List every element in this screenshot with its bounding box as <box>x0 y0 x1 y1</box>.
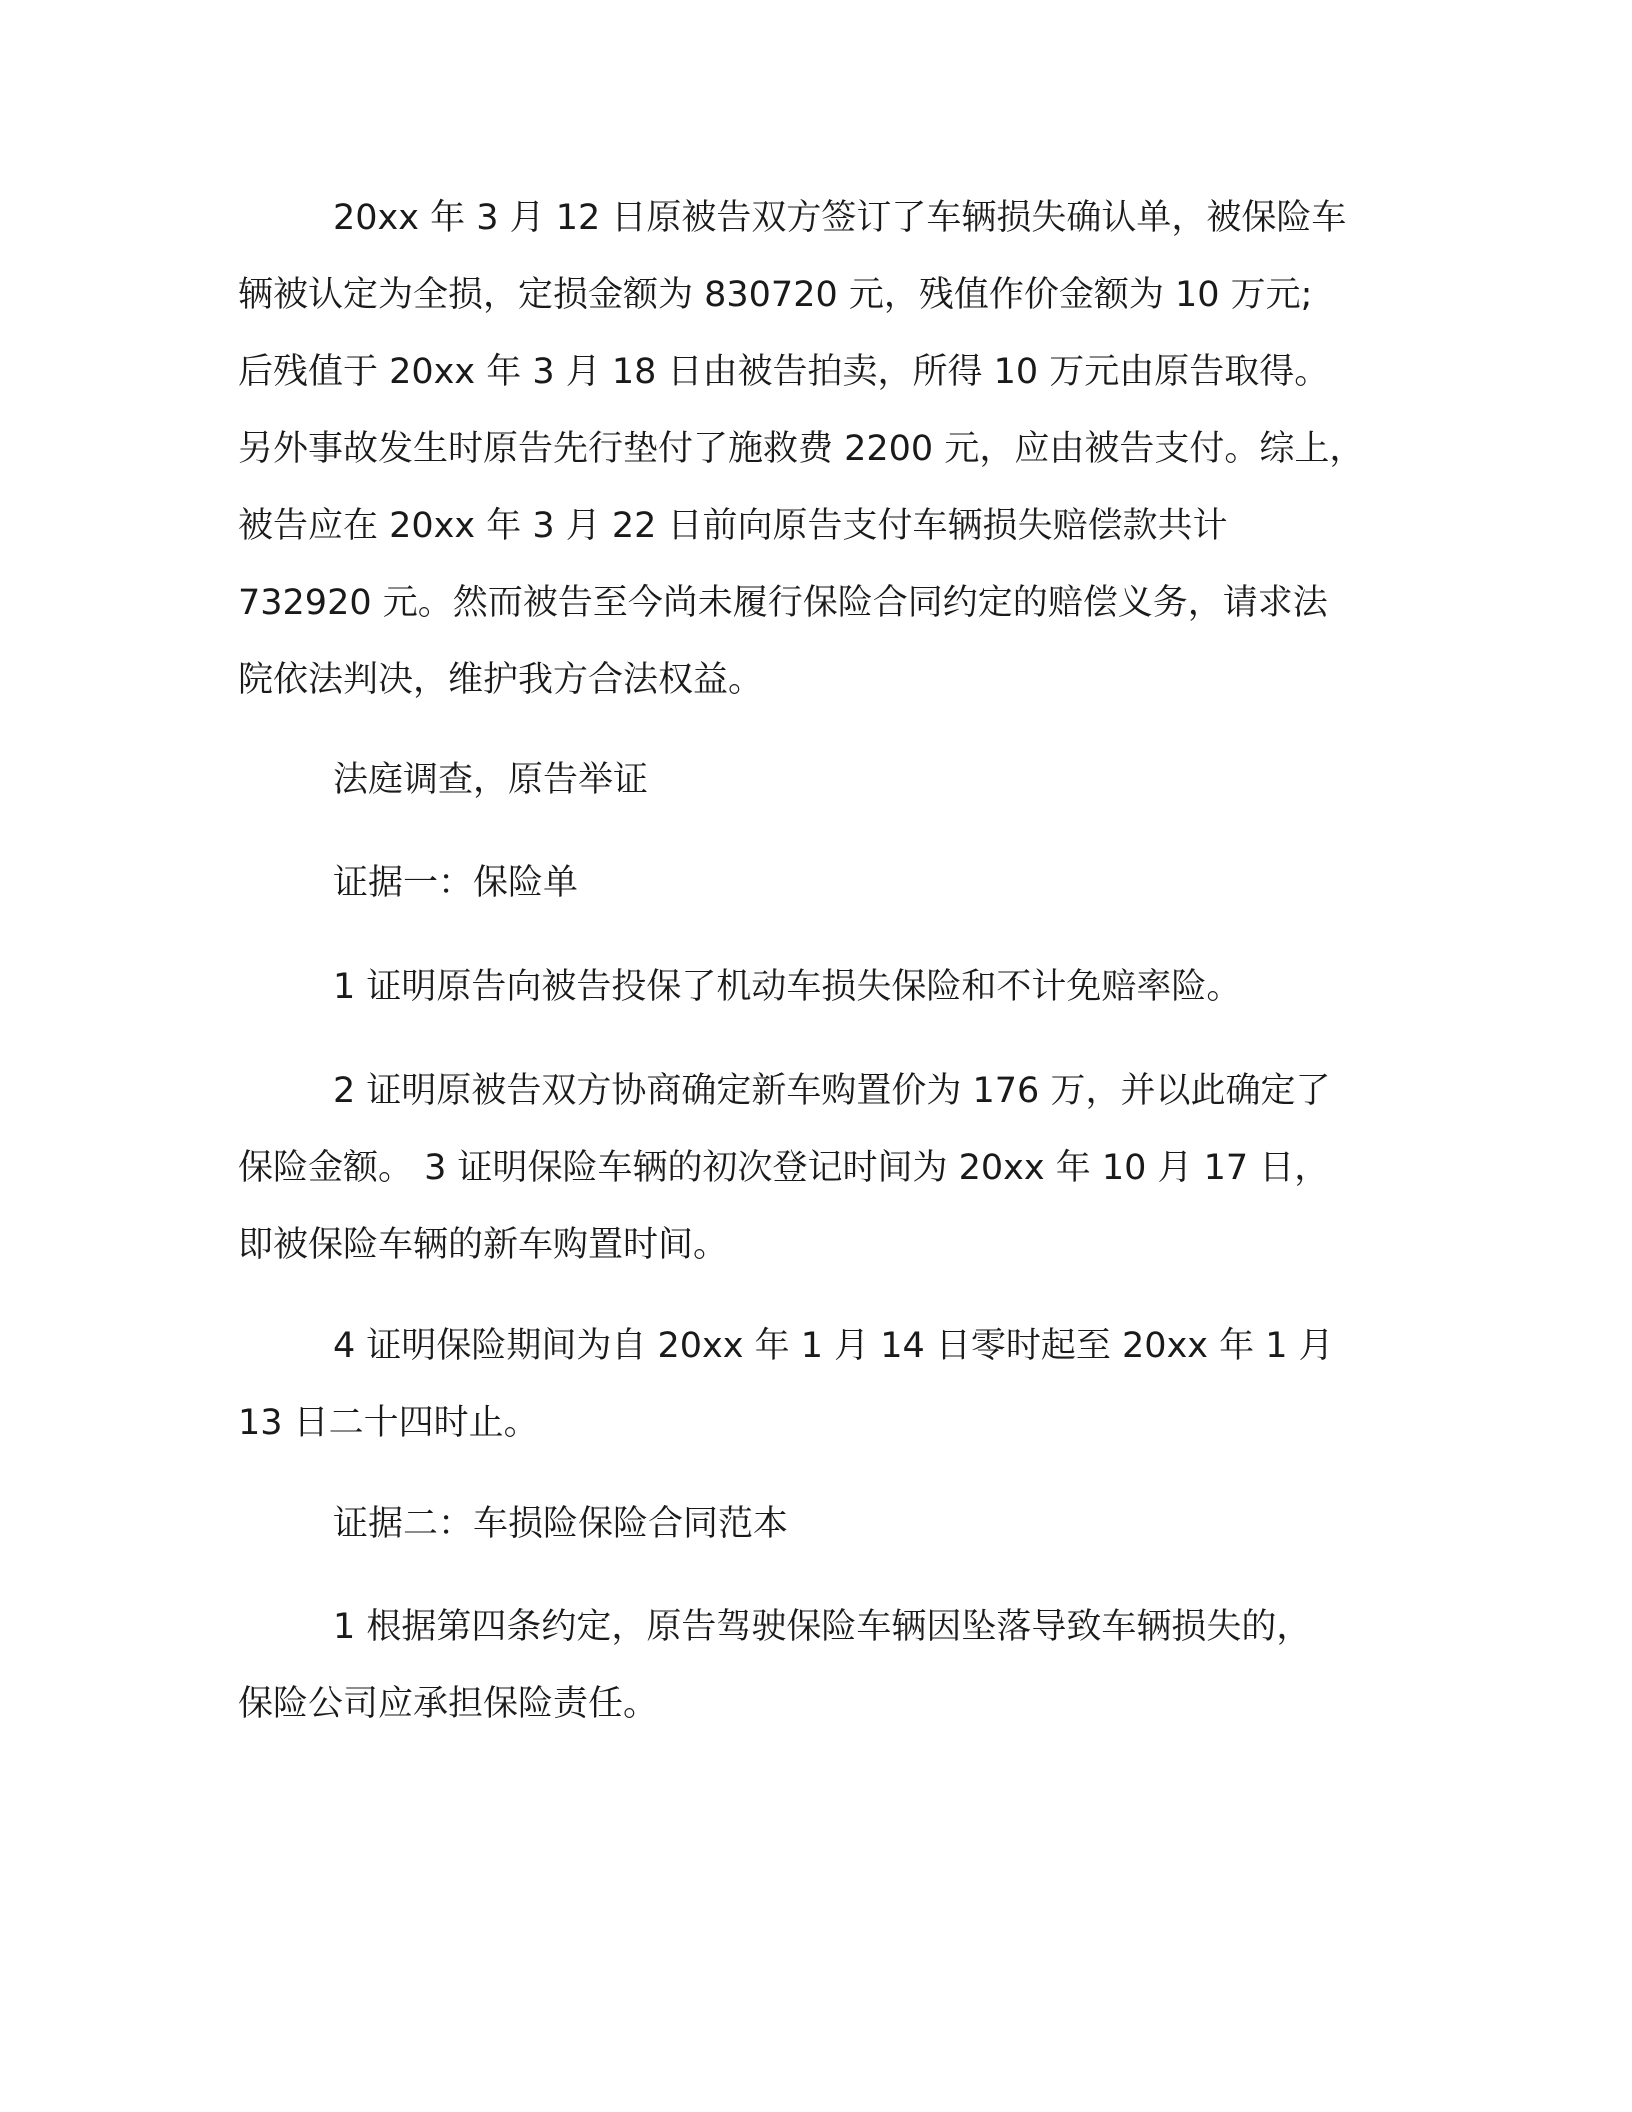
section-heading: 证据一：保险单 <box>333 863 579 903</box>
section-heading: 证据二：车损险保险合同范本 <box>333 1504 789 1544</box>
paragraph-line: 2 证明原被告双方协商确定新车购置价为 176 万，并以此确定了 <box>333 1071 1331 1111</box>
paragraph-line: 1 根据第四条约定，原告驾驶保险车辆因坠落导致车辆损失的， <box>333 1607 1312 1647</box>
paragraph-line: 20xx 年 3 月 12 日原被告双方签订了车辆损失确认单，被保险车 <box>333 198 1347 238</box>
paragraph-line: 后残值于 20xx 年 3 月 18 日由被告拍卖，所得 10 万元由原告取得。 <box>238 352 1330 392</box>
paragraph-line: 辆被认定为全损，定损金额为 830720 元，残值作价金额为 10 万元; <box>238 275 1313 315</box>
paragraph-line: 13 日二十四时止。 <box>238 1403 539 1443</box>
paragraph-line: 另外事故发生时原告先行垫付了施救费 2200 元，应由被告支付。综上， <box>238 429 1365 469</box>
paragraph-line: 即被保险车辆的新车购置时间。 <box>238 1225 729 1265</box>
paragraph-line: 4 证明保险期间为自 20xx 年 1 月 14 日零时起至 20xx 年 1 月 <box>333 1326 1334 1366</box>
paragraph-line: 732920 元。然而被告至今尚未履行保险合同约定的赔偿义务，请求法 <box>238 583 1328 623</box>
paragraph-line: 被告应在 20xx 年 3 月 22 日前向原告支付车辆损失赔偿款共计 <box>238 506 1228 546</box>
paragraph-line: 院依法判决，维护我方合法权益。 <box>238 660 764 700</box>
section-heading: 法庭调查，原告举证 <box>333 760 649 800</box>
paragraph-line: 1 证明原告向被告投保了机动车损失保险和不计免赔率险。 <box>333 967 1242 1007</box>
paragraph-line: 保险公司应承担保险责任。 <box>238 1684 659 1724</box>
paragraph-line: 保险金额。 3 证明保险车辆的初次登记时间为 20xx 年 10 月 17 日， <box>238 1148 1330 1188</box>
